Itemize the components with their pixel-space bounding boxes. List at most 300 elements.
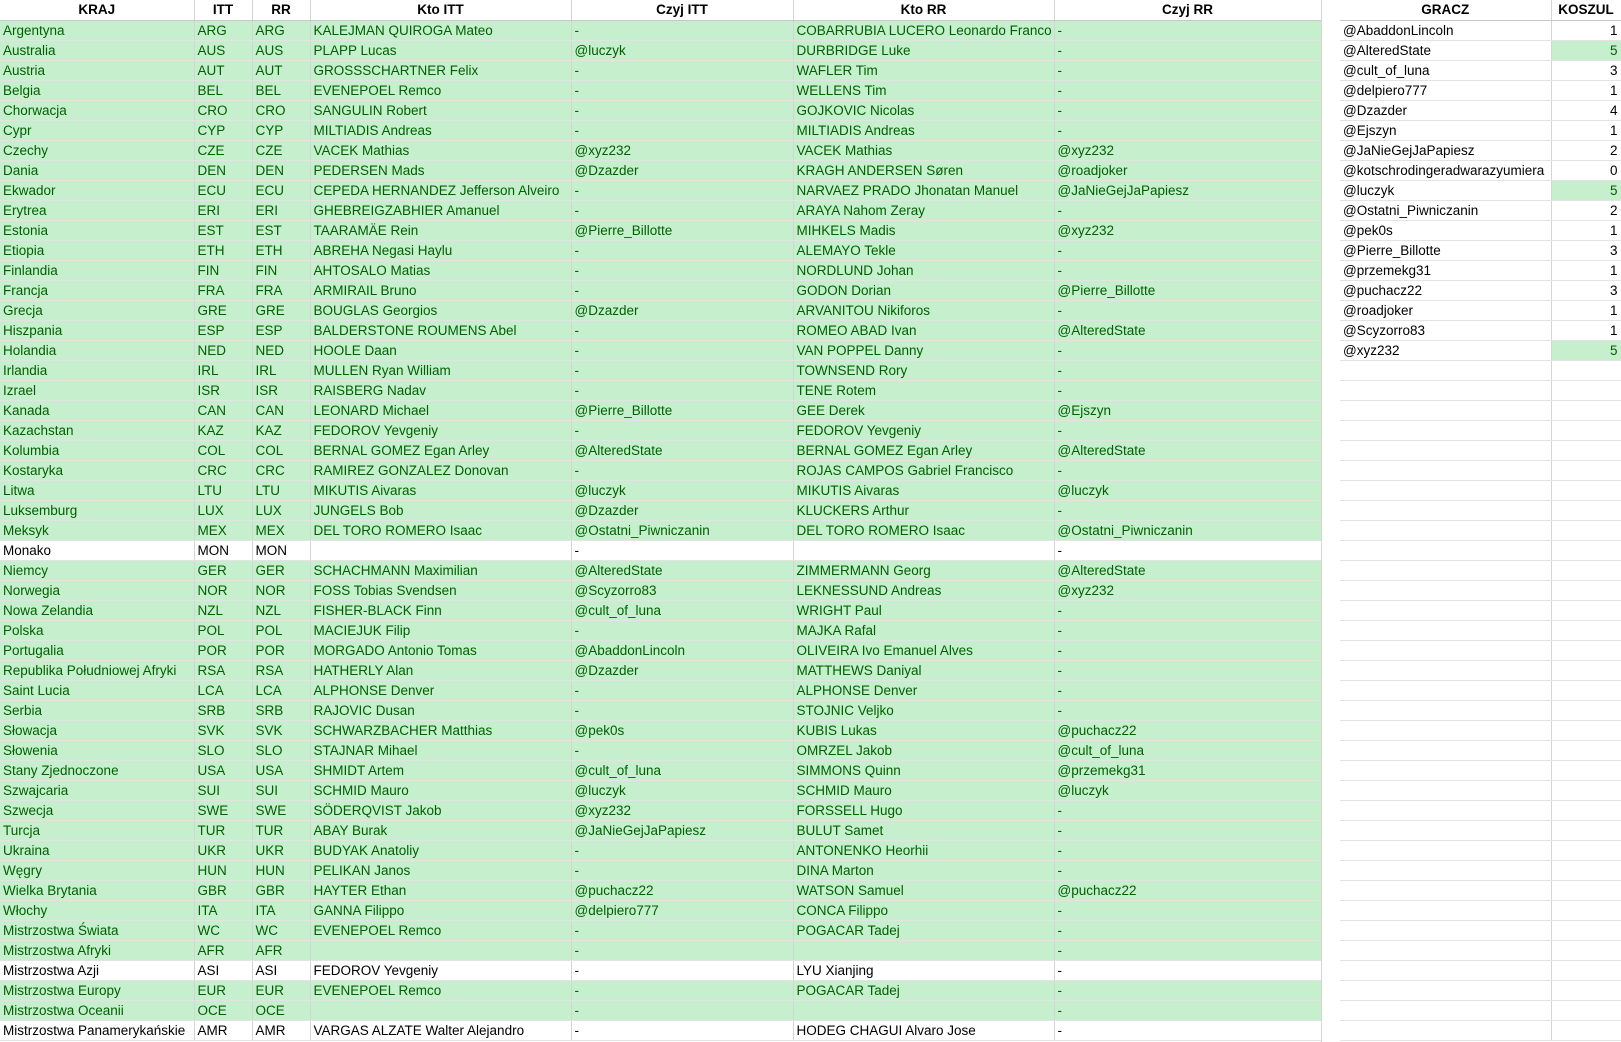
empty-cell[interactable] — [1551, 1000, 1621, 1020]
cell-kto-rr[interactable]: BERNAL GOMEZ Egan Arley — [793, 440, 1054, 460]
empty-cell[interactable] — [1551, 1020, 1621, 1040]
cell-rr[interactable]: CZE — [252, 140, 310, 160]
cell-rr[interactable]: KAZ — [252, 420, 310, 440]
cell-koszul[interactable]: 5 — [1551, 340, 1621, 360]
cell-gracz[interactable]: @JaNieGejJaPapiesz — [1340, 140, 1551, 160]
cell-kto-itt[interactable]: GHEBREIGZABHIER Amanuel — [310, 200, 571, 220]
cell-kraj[interactable]: Holandia — [0, 340, 194, 360]
cell-rr[interactable]: EST — [252, 220, 310, 240]
cell-kto-rr[interactable]: MIHKELS Madis — [793, 220, 1054, 240]
cell-kraj[interactable]: Francja — [0, 280, 194, 300]
cell-itt[interactable]: CRC — [194, 460, 252, 480]
empty-cell[interactable] — [1551, 880, 1621, 900]
cell-czyj-itt[interactable]: - — [571, 100, 793, 120]
cell-kraj[interactable]: Mistrzostwa Azji — [0, 960, 194, 980]
empty-cell[interactable] — [1551, 680, 1621, 700]
empty-cell[interactable] — [1551, 460, 1621, 480]
cell-kto-itt[interactable]: PLAPP Lucas — [310, 40, 571, 60]
cell-itt[interactable]: GRE — [194, 300, 252, 320]
cell-czyj-rr[interactable]: - — [1054, 620, 1321, 640]
cell-kto-rr[interactable]: GOJKOVIC Nicolas — [793, 100, 1054, 120]
cell-czyj-rr[interactable]: @Ejszyn — [1054, 400, 1321, 420]
cell-kto-rr[interactable]: VACEK Mathias — [793, 140, 1054, 160]
cell-kto-rr[interactable]: TOWNSEND Rory — [793, 360, 1054, 380]
cell-kraj[interactable]: Słowenia — [0, 740, 194, 760]
cell-koszul[interactable]: 4 — [1551, 100, 1621, 120]
cell-czyj-rr[interactable]: @luczyk — [1054, 780, 1321, 800]
empty-cell[interactable] — [1340, 920, 1551, 940]
cell-czyj-rr[interactable]: @cult_of_luna — [1054, 740, 1321, 760]
empty-cell[interactable] — [1340, 960, 1551, 980]
cell-itt[interactable]: KAZ — [194, 420, 252, 440]
empty-cell[interactable] — [1340, 400, 1551, 420]
cell-rr[interactable]: SVK — [252, 720, 310, 740]
cell-koszul[interactable]: 5 — [1551, 180, 1621, 200]
cell-itt[interactable]: FIN — [194, 260, 252, 280]
empty-cell[interactable] — [1340, 600, 1551, 620]
empty-cell[interactable] — [1551, 740, 1621, 760]
cell-kto-itt[interactable]: SCHWARZBACHER Matthias — [310, 720, 571, 740]
empty-cell[interactable] — [1551, 660, 1621, 680]
empty-cell[interactable] — [1340, 560, 1551, 580]
cell-kraj[interactable]: Austria — [0, 60, 194, 80]
cell-kto-itt[interactable]: RAISBERG Nadav — [310, 380, 571, 400]
empty-cell[interactable] — [1340, 480, 1551, 500]
cell-kraj[interactable]: Belgia — [0, 80, 194, 100]
cell-kto-itt[interactable]: MACIEJUK Filip — [310, 620, 571, 640]
cell-itt[interactable]: MEX — [194, 520, 252, 540]
cell-kraj[interactable]: Mistrzostwa Oceanii — [0, 1000, 194, 1020]
cell-kraj[interactable]: Mistrzostwa Panamerykańskie — [0, 1020, 194, 1040]
cell-rr[interactable]: WC — [252, 920, 310, 940]
header-itt[interactable]: ITT — [194, 0, 252, 20]
empty-cell[interactable] — [1551, 640, 1621, 660]
cell-kraj[interactable]: Kazachstan — [0, 420, 194, 440]
cell-czyj-itt[interactable]: - — [571, 700, 793, 720]
cell-gracz[interactable]: @cult_of_luna — [1340, 60, 1551, 80]
empty-cell[interactable] — [1340, 880, 1551, 900]
cell-czyj-rr[interactable]: @AlteredState — [1054, 440, 1321, 460]
cell-kto-rr[interactable]: GODON Dorian — [793, 280, 1054, 300]
cell-kto-itt[interactable]: MIKUTIS Aivaras — [310, 480, 571, 500]
cell-czyj-itt[interactable]: - — [571, 60, 793, 80]
empty-cell[interactable] — [1340, 720, 1551, 740]
cell-itt[interactable]: COL — [194, 440, 252, 460]
cell-kto-rr[interactable]: POGACAR Tadej — [793, 980, 1054, 1000]
cell-kto-itt[interactable]: VARGAS ALZATE Walter Alejandro — [310, 1020, 571, 1040]
cell-gracz[interactable]: @xyz232 — [1340, 340, 1551, 360]
cell-itt[interactable]: LCA — [194, 680, 252, 700]
cell-kraj[interactable]: Słowacja — [0, 720, 194, 740]
cell-kto-itt[interactable]: HATHERLY Alan — [310, 660, 571, 680]
cell-rr[interactable]: OCE — [252, 1000, 310, 1020]
cell-czyj-rr[interactable]: - — [1054, 360, 1321, 380]
cell-czyj-rr[interactable]: - — [1054, 540, 1321, 560]
cell-czyj-itt[interactable]: - — [571, 180, 793, 200]
cell-czyj-rr[interactable]: - — [1054, 240, 1321, 260]
cell-czyj-rr[interactable]: - — [1054, 940, 1321, 960]
cell-rr[interactable]: TUR — [252, 820, 310, 840]
cell-itt[interactable]: USA — [194, 760, 252, 780]
empty-cell[interactable] — [1340, 740, 1551, 760]
empty-cell[interactable] — [1551, 480, 1621, 500]
cell-czyj-itt[interactable]: - — [571, 1020, 793, 1040]
cell-czyj-itt[interactable]: @cult_of_luna — [571, 760, 793, 780]
cell-kraj[interactable]: Włochy — [0, 900, 194, 920]
cell-kraj[interactable]: Kolumbia — [0, 440, 194, 460]
empty-cell[interactable] — [1340, 1000, 1551, 1020]
header-gracz[interactable]: GRACZ — [1340, 0, 1551, 20]
cell-czyj-rr[interactable]: @AlteredState — [1054, 320, 1321, 340]
cell-kto-rr[interactable]: HODEG CHAGUI Alvaro Jose — [793, 1020, 1054, 1040]
cell-kto-rr[interactable]: NARVAEZ PRADO Jhonatan Manuel — [793, 180, 1054, 200]
cell-itt[interactable]: AFR — [194, 940, 252, 960]
cell-kraj[interactable]: Australia — [0, 40, 194, 60]
cell-czyj-rr[interactable]: - — [1054, 660, 1321, 680]
cell-koszul[interactable]: 1 — [1551, 220, 1621, 240]
cell-czyj-itt[interactable]: - — [571, 120, 793, 140]
cell-koszul[interactable]: 3 — [1551, 240, 1621, 260]
cell-czyj-itt[interactable]: @Dzazder — [571, 660, 793, 680]
cell-kraj[interactable]: Finlandia — [0, 260, 194, 280]
cell-rr[interactable]: ARG — [252, 20, 310, 40]
cell-rr[interactable]: LCA — [252, 680, 310, 700]
empty-cell[interactable] — [1551, 580, 1621, 600]
cell-kto-rr[interactable]: ROMEO ABAD Ivan — [793, 320, 1054, 340]
cell-rr[interactable]: FRA — [252, 280, 310, 300]
cell-kto-rr[interactable]: KLUCKERS Arthur — [793, 500, 1054, 520]
empty-cell[interactable] — [1551, 560, 1621, 580]
empty-cell[interactable] — [1340, 940, 1551, 960]
cell-kto-itt[interactable] — [310, 540, 571, 560]
cell-rr[interactable]: MEX — [252, 520, 310, 540]
cell-kto-itt[interactable]: AHTOSALO Matias — [310, 260, 571, 280]
cell-kto-rr[interactable] — [793, 1000, 1054, 1020]
cell-kto-rr[interactable]: GEE Derek — [793, 400, 1054, 420]
cell-gracz[interactable]: @Dzazder — [1340, 100, 1551, 120]
cell-itt[interactable]: SVK — [194, 720, 252, 740]
cell-kto-rr[interactable]: WAFLER Tim — [793, 60, 1054, 80]
cell-rr[interactable]: ESP — [252, 320, 310, 340]
cell-czyj-rr[interactable]: - — [1054, 600, 1321, 620]
cell-czyj-rr[interactable]: - — [1054, 260, 1321, 280]
header-kraj[interactable]: KRAJ — [0, 0, 194, 20]
cell-kto-itt[interactable]: ARMIRAIL Bruno — [310, 280, 571, 300]
cell-kto-itt[interactable]: LEONARD Michael — [310, 400, 571, 420]
cell-czyj-rr[interactable]: - — [1054, 60, 1321, 80]
cell-czyj-itt[interactable]: - — [571, 240, 793, 260]
cell-kto-itt[interactable]: EVENEPOEL Remco — [310, 80, 571, 100]
header-czyj-itt[interactable]: Czyj ITT — [571, 0, 793, 20]
cell-itt[interactable]: CYP — [194, 120, 252, 140]
cell-kto-rr[interactable]: ARAYA Nahom Zeray — [793, 200, 1054, 220]
empty-cell[interactable] — [1340, 460, 1551, 480]
cell-gracz[interactable]: @Scyzorro83 — [1340, 320, 1551, 340]
cell-rr[interactable]: AFR — [252, 940, 310, 960]
cell-kto-itt[interactable]: FEDOROV Yevgeniy — [310, 960, 571, 980]
cell-gracz[interactable]: @AlteredState — [1340, 40, 1551, 60]
cell-itt[interactable]: MON — [194, 540, 252, 560]
cell-czyj-rr[interactable]: @AlteredState — [1054, 560, 1321, 580]
empty-cell[interactable] — [1340, 620, 1551, 640]
empty-cell[interactable] — [1551, 440, 1621, 460]
cell-czyj-itt[interactable]: @xyz232 — [571, 800, 793, 820]
cell-czyj-itt[interactable]: @Ostatni_Piwniczanin — [571, 520, 793, 540]
empty-cell[interactable] — [1551, 520, 1621, 540]
cell-kraj[interactable]: Portugalia — [0, 640, 194, 660]
cell-czyj-itt[interactable]: - — [571, 460, 793, 480]
cell-rr[interactable]: DEN — [252, 160, 310, 180]
empty-cell[interactable] — [1551, 620, 1621, 640]
cell-gracz[interactable]: @pek0s — [1340, 220, 1551, 240]
cell-koszul[interactable]: 2 — [1551, 200, 1621, 220]
cell-kraj[interactable]: Chorwacja — [0, 100, 194, 120]
cell-rr[interactable]: CRC — [252, 460, 310, 480]
empty-cell[interactable] — [1551, 800, 1621, 820]
cell-kraj[interactable]: Dania — [0, 160, 194, 180]
cell-czyj-itt[interactable]: @puchacz22 — [571, 880, 793, 900]
cell-itt[interactable]: SWE — [194, 800, 252, 820]
cell-czyj-itt[interactable]: - — [571, 200, 793, 220]
cell-kto-itt[interactable]: BUDYAK Anatoliy — [310, 840, 571, 860]
cell-kto-rr[interactable]: SCHMID Mauro — [793, 780, 1054, 800]
cell-koszul[interactable]: 1 — [1551, 320, 1621, 340]
cell-kto-itt[interactable]: ABREHA Negasi Haylu — [310, 240, 571, 260]
cell-kto-rr[interactable]: DURBRIDGE Luke — [793, 40, 1054, 60]
cell-kto-itt[interactable]: SCHACHMANN Maximilian — [310, 560, 571, 580]
cell-czyj-itt[interactable]: - — [571, 360, 793, 380]
cell-kto-itt[interactable]: GANNA Filippo — [310, 900, 571, 920]
cell-kto-rr[interactable]: DEL TORO ROMERO Isaac — [793, 520, 1054, 540]
empty-cell[interactable] — [1551, 940, 1621, 960]
cell-czyj-rr[interactable]: @Pierre_Billotte — [1054, 280, 1321, 300]
empty-cell[interactable] — [1551, 840, 1621, 860]
cell-czyj-itt[interactable]: @AbaddonLincoln — [571, 640, 793, 660]
cell-gracz[interactable]: @przemekg31 — [1340, 260, 1551, 280]
empty-cell[interactable] — [1551, 920, 1621, 940]
cell-kto-itt[interactable]: SHMIDT Artem — [310, 760, 571, 780]
cell-itt[interactable]: SLO — [194, 740, 252, 760]
cell-rr[interactable]: ETH — [252, 240, 310, 260]
cell-czyj-itt[interactable]: - — [571, 380, 793, 400]
cell-czyj-rr[interactable]: - — [1054, 1000, 1321, 1020]
empty-cell[interactable] — [1551, 720, 1621, 740]
cell-rr[interactable]: AUT — [252, 60, 310, 80]
cell-czyj-itt[interactable]: - — [571, 860, 793, 880]
cell-czyj-rr[interactable]: - — [1054, 20, 1321, 40]
cell-czyj-itt[interactable]: @Pierre_Billotte — [571, 220, 793, 240]
cell-czyj-rr[interactable]: @puchacz22 — [1054, 720, 1321, 740]
cell-kto-rr[interactable]: LEKNESSUND Andreas — [793, 580, 1054, 600]
cell-rr[interactable]: GRE — [252, 300, 310, 320]
cell-koszul[interactable]: 3 — [1551, 60, 1621, 80]
cell-czyj-itt[interactable]: - — [571, 620, 793, 640]
cell-czyj-rr[interactable]: @przemekg31 — [1054, 760, 1321, 780]
cell-rr[interactable]: ERI — [252, 200, 310, 220]
cell-itt[interactable]: ASI — [194, 960, 252, 980]
cell-rr[interactable]: SUI — [252, 780, 310, 800]
cell-kto-rr[interactable] — [793, 540, 1054, 560]
cell-kraj[interactable]: Meksyk — [0, 520, 194, 540]
cell-koszul[interactable]: 3 — [1551, 280, 1621, 300]
cell-kraj[interactable]: Ukraina — [0, 840, 194, 860]
empty-cell[interactable] — [1340, 500, 1551, 520]
cell-czyj-rr[interactable]: - — [1054, 200, 1321, 220]
cell-gracz[interactable]: @Ejszyn — [1340, 120, 1551, 140]
cell-rr[interactable]: GER — [252, 560, 310, 580]
cell-kto-itt[interactable]: DEL TORO ROMERO Isaac — [310, 520, 571, 540]
cell-kraj[interactable]: Mistrzostwa Europy — [0, 980, 194, 1000]
cell-itt[interactable]: UKR — [194, 840, 252, 860]
cell-kraj[interactable]: Etiopia — [0, 240, 194, 260]
cell-kraj[interactable]: Wielka Brytania — [0, 880, 194, 900]
empty-cell[interactable] — [1551, 360, 1621, 380]
empty-cell[interactable] — [1551, 760, 1621, 780]
cell-czyj-itt[interactable]: - — [571, 540, 793, 560]
cell-itt[interactable]: LTU — [194, 480, 252, 500]
cell-kto-itt[interactable]: MILTIADIS Andreas — [310, 120, 571, 140]
cell-itt[interactable]: EUR — [194, 980, 252, 1000]
cell-kraj[interactable]: Monako — [0, 540, 194, 560]
header-rr[interactable]: RR — [252, 0, 310, 20]
cell-czyj-itt[interactable]: - — [571, 920, 793, 940]
cell-czyj-itt[interactable]: - — [571, 420, 793, 440]
cell-kto-itt[interactable]: EVENEPOEL Remco — [310, 920, 571, 940]
cell-rr[interactable]: NED — [252, 340, 310, 360]
cell-czyj-itt[interactable]: - — [571, 280, 793, 300]
cell-rr[interactable]: HUN — [252, 860, 310, 880]
empty-cell[interactable] — [1551, 780, 1621, 800]
cell-rr[interactable]: POR — [252, 640, 310, 660]
cell-kto-itt[interactable]: SÖDERQVIST Jakob — [310, 800, 571, 820]
cell-czyj-rr[interactable]: - — [1054, 1020, 1321, 1040]
cell-itt[interactable]: TUR — [194, 820, 252, 840]
cell-kto-rr[interactable]: STOJNIC Veljko — [793, 700, 1054, 720]
cell-kraj[interactable]: Mistrzostwa Afryki — [0, 940, 194, 960]
cell-kto-rr[interactable]: POGACAR Tadej — [793, 920, 1054, 940]
cell-kraj[interactable]: Kanada — [0, 400, 194, 420]
empty-cell[interactable] — [1340, 760, 1551, 780]
cell-koszul[interactable]: 2 — [1551, 140, 1621, 160]
cell-czyj-rr[interactable]: @Ostatni_Piwniczanin — [1054, 520, 1321, 540]
empty-cell[interactable] — [1551, 700, 1621, 720]
empty-cell[interactable] — [1551, 980, 1621, 1000]
cell-czyj-itt[interactable]: @Scyzorro83 — [571, 580, 793, 600]
cell-kto-itt[interactable]: JUNGELS Bob — [310, 500, 571, 520]
cell-rr[interactable]: COL — [252, 440, 310, 460]
cell-rr[interactable]: ASI — [252, 960, 310, 980]
cell-kto-itt[interactable]: ABAY Burak — [310, 820, 571, 840]
empty-cell[interactable] — [1551, 400, 1621, 420]
cell-kto-rr[interactable]: MILTIADIS Andreas — [793, 120, 1054, 140]
cell-czyj-itt[interactable]: @luczyk — [571, 40, 793, 60]
cell-kraj[interactable]: Argentyna — [0, 20, 194, 40]
cell-czyj-itt[interactable]: - — [571, 20, 793, 40]
cell-kraj[interactable]: Polska — [0, 620, 194, 640]
cell-kto-rr[interactable]: DINA Marton — [793, 860, 1054, 880]
cell-kto-rr[interactable]: MIKUTIS Aivaras — [793, 480, 1054, 500]
cell-czyj-itt[interactable]: @luczyk — [571, 780, 793, 800]
empty-cell[interactable] — [1340, 1020, 1551, 1040]
cell-koszul[interactable]: 0 — [1551, 160, 1621, 180]
cell-kto-itt[interactable]: HOOLE Daan — [310, 340, 571, 360]
cell-itt[interactable]: CZE — [194, 140, 252, 160]
cell-kto-itt[interactable]: PEDERSEN Mads — [310, 160, 571, 180]
cell-rr[interactable]: FIN — [252, 260, 310, 280]
cell-kraj[interactable]: Erytrea — [0, 200, 194, 220]
empty-cell[interactable] — [1551, 820, 1621, 840]
cell-kto-rr[interactable]: COBARRUBIA LUCERO Leonardo Franco — [793, 20, 1054, 40]
cell-kto-itt[interactable] — [310, 1000, 571, 1020]
cell-kraj[interactable]: Szwajcaria — [0, 780, 194, 800]
cell-gracz[interactable]: @Ostatni_Piwniczanin — [1340, 200, 1551, 220]
cell-itt[interactable]: RSA — [194, 660, 252, 680]
cell-kto-rr[interactable]: LYU Xianjing — [793, 960, 1054, 980]
cell-kraj[interactable]: Turcja — [0, 820, 194, 840]
cell-czyj-rr[interactable]: - — [1054, 680, 1321, 700]
cell-rr[interactable]: LTU — [252, 480, 310, 500]
cell-itt[interactable]: LUX — [194, 500, 252, 520]
cell-kto-rr[interactable]: MATTHEWS Daniyal — [793, 660, 1054, 680]
empty-cell[interactable] — [1340, 700, 1551, 720]
cell-itt[interactable]: ARG — [194, 20, 252, 40]
cell-kto-itt[interactable]: RAMIREZ GONZALEZ Donovan — [310, 460, 571, 480]
cell-rr[interactable]: CRO — [252, 100, 310, 120]
cell-itt[interactable]: SUI — [194, 780, 252, 800]
cell-czyj-itt[interactable]: - — [571, 340, 793, 360]
cell-czyj-itt[interactable]: - — [571, 320, 793, 340]
cell-kraj[interactable]: Estonia — [0, 220, 194, 240]
cell-czyj-itt[interactable]: @xyz232 — [571, 140, 793, 160]
empty-cell[interactable] — [1340, 820, 1551, 840]
cell-kraj[interactable]: Serbia — [0, 700, 194, 720]
empty-cell[interactable] — [1340, 640, 1551, 660]
empty-cell[interactable] — [1340, 860, 1551, 880]
cell-czyj-itt[interactable]: - — [571, 940, 793, 960]
cell-kraj[interactable]: Norwegia — [0, 580, 194, 600]
cell-kraj[interactable]: Węgry — [0, 860, 194, 880]
cell-itt[interactable]: GER — [194, 560, 252, 580]
empty-cell[interactable] — [1340, 380, 1551, 400]
cell-kraj[interactable]: Stany Zjednoczone — [0, 760, 194, 780]
cell-kto-rr[interactable]: KUBIS Lukas — [793, 720, 1054, 740]
cell-koszul[interactable]: 1 — [1551, 120, 1621, 140]
cell-itt[interactable]: ETH — [194, 240, 252, 260]
cell-czyj-rr[interactable]: - — [1054, 80, 1321, 100]
cell-czyj-rr[interactable]: - — [1054, 820, 1321, 840]
cell-czyj-rr[interactable]: - — [1054, 640, 1321, 660]
cell-kto-rr[interactable]: ZIMMERMANN Georg — [793, 560, 1054, 580]
empty-cell[interactable] — [1340, 900, 1551, 920]
cell-rr[interactable]: NOR — [252, 580, 310, 600]
cell-koszul[interactable]: 1 — [1551, 20, 1621, 40]
cell-kto-rr[interactable]: ROJAS CAMPOS Gabriel Francisco — [793, 460, 1054, 480]
empty-cell[interactable] — [1340, 680, 1551, 700]
cell-gracz[interactable]: @delpiero777 — [1340, 80, 1551, 100]
cell-kraj[interactable]: Mistrzostwa Świata — [0, 920, 194, 940]
cell-rr[interactable]: USA — [252, 760, 310, 780]
cell-czyj-itt[interactable]: - — [571, 840, 793, 860]
empty-cell[interactable] — [1340, 540, 1551, 560]
cell-itt[interactable]: DEN — [194, 160, 252, 180]
cell-kto-itt[interactable]: VACEK Mathias — [310, 140, 571, 160]
cell-kto-itt[interactable]: STAJNAR Mihael — [310, 740, 571, 760]
empty-cell[interactable] — [1340, 580, 1551, 600]
cell-kto-rr[interactable]: ALEMAYO Tekle — [793, 240, 1054, 260]
cell-rr[interactable]: CAN — [252, 400, 310, 420]
cell-kraj[interactable]: Ekwador — [0, 180, 194, 200]
cell-rr[interactable]: MON — [252, 540, 310, 560]
